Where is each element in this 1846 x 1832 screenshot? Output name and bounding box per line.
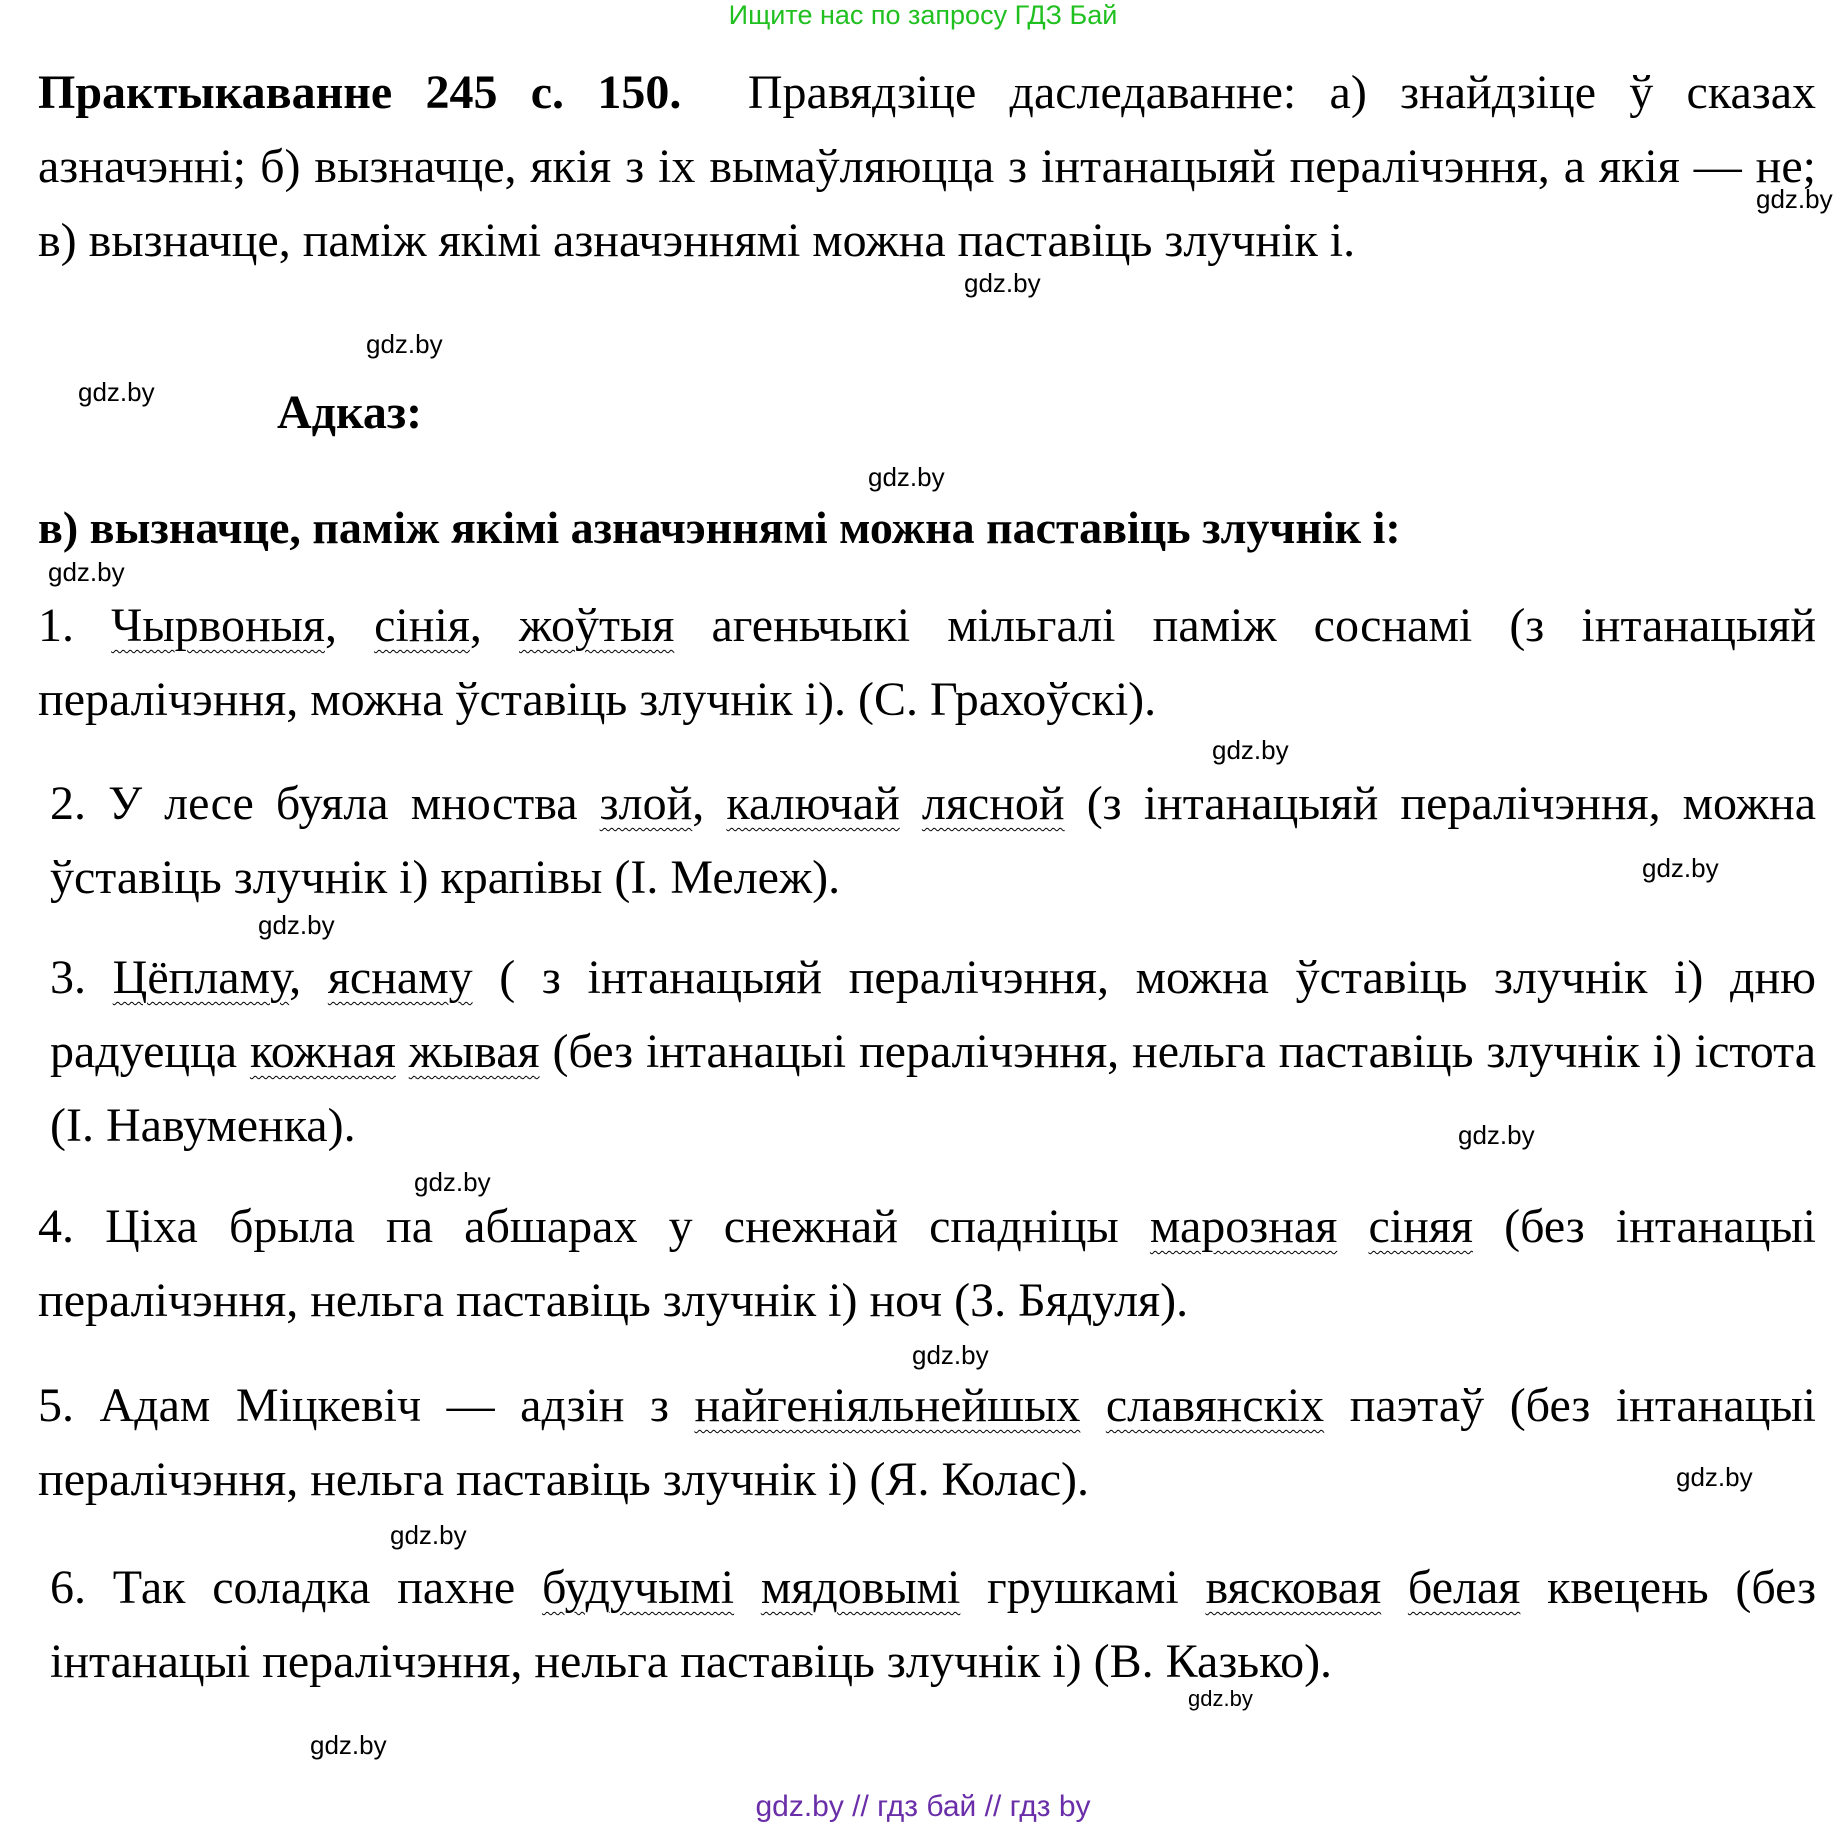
watermark: gdz.by bbox=[912, 1340, 989, 1370]
answer-item-4 bbox=[38, 1190, 1816, 1338]
item-text: Адам Міцкевіч — адзін з bbox=[74, 1379, 695, 1432]
item-number: 6. bbox=[50, 1561, 86, 1614]
watermark: gdz.by bbox=[868, 462, 945, 492]
watermark: gdz.by bbox=[964, 268, 1041, 298]
underlined-adjective: жывая bbox=[408, 1025, 540, 1078]
underlined-adjective: лясной bbox=[921, 777, 1065, 830]
item-text: Так соладка пахне bbox=[86, 1561, 542, 1614]
top-banner[interactable]: Ищите нас по запросу ГДЗ Бай bbox=[728, 0, 1118, 30]
watermark: gdz.by bbox=[78, 377, 155, 407]
underlined-adjective: кожная bbox=[249, 1025, 396, 1078]
item-text bbox=[86, 951, 113, 1004]
item-text: Ціха брыла па абшарах у снежнай спадніцы bbox=[74, 1200, 1150, 1253]
underlined-adjective: жоўтыя bbox=[519, 599, 675, 652]
watermark: gdz.by bbox=[1676, 1462, 1753, 1492]
watermark: gdz.by bbox=[258, 910, 335, 940]
underlined-adjective: белая bbox=[1407, 1561, 1521, 1614]
watermark: gdz.by bbox=[1756, 184, 1833, 214]
item-text: грушкамі bbox=[960, 1561, 1206, 1614]
underlined-adjective: калючай bbox=[726, 777, 900, 830]
answer-subheading: в) вызначце, паміж якімі азначэннямі можна паставіць злучнік і: bbox=[38, 502, 1401, 553]
item-text: паэтаў (без інтанацыі пералічэння, нельга паставіць злучнік і) (Я. Колас). bbox=[38, 1379, 1817, 1506]
item-text: У лесе буяла мноства bbox=[86, 777, 600, 830]
task-paragraph bbox=[38, 56, 1816, 278]
answer-item-1 bbox=[38, 589, 1816, 737]
watermark: gdz.by bbox=[414, 1167, 491, 1197]
item-text: , bbox=[289, 951, 328, 1004]
item-text: , bbox=[692, 777, 727, 830]
underlined-adjective: сіняя bbox=[1368, 1200, 1473, 1253]
item-number: 4. bbox=[38, 1200, 74, 1253]
item-text: квецень (без інтанацыі пералічэння, нельга паставіць злучнік і) (В. Казько). bbox=[50, 1561, 1817, 1688]
answer-item-2 bbox=[38, 767, 1816, 915]
item-text: (з інтанацыяй пералічэння, можна ўставіць злучнік і) крапівы (І. Мележ). bbox=[50, 777, 1817, 904]
item-text: ( з інтанацыяй пералічэння, можна ўставіць злучнік і) дню радуецца bbox=[50, 951, 1817, 1078]
item-text: агеньчыкі мільгалі паміж соснамі (з інтанацыяй пералічэння, можна ўставіць злучнік і). (С. Грахоўскі). bbox=[38, 599, 1817, 726]
underlined-adjective: Цёпламу bbox=[112, 951, 290, 1004]
item-number: 5. bbox=[38, 1379, 74, 1432]
watermark: gdz.by bbox=[48, 557, 125, 587]
watermark: gdz.by bbox=[1212, 735, 1289, 765]
underlined-adjective: злой bbox=[599, 777, 693, 830]
underlined-adjective: вясковая bbox=[1205, 1561, 1382, 1614]
item-text bbox=[74, 599, 111, 652]
answer-item-3 bbox=[38, 941, 1816, 1163]
watermark: gdz.by bbox=[366, 329, 443, 359]
item-number: 3. bbox=[50, 951, 86, 1004]
item-text bbox=[1080, 1379, 1106, 1432]
underlined-adjective: сінія bbox=[374, 599, 470, 652]
watermark: gdz.by bbox=[1642, 853, 1719, 883]
watermark: gdz.by bbox=[390, 1520, 467, 1550]
watermark: gdz.by bbox=[1188, 1686, 1253, 1711]
item-text bbox=[900, 777, 922, 830]
watermark: gdz.by bbox=[1458, 1120, 1535, 1150]
task-label: Практыкаванне 245 с. 150. bbox=[38, 66, 682, 119]
footer-links[interactable]: gdz.by // гдз бай // гдз by bbox=[755, 1790, 1091, 1823]
underlined-adjective: славянскіх bbox=[1105, 1379, 1325, 1432]
item-text: (без інтанацыі пералічэння, нельга паставіць злучнік і) ноч (З. Бядуля). bbox=[38, 1200, 1817, 1327]
answer-item-6 bbox=[38, 1551, 1816, 1699]
task-text: Правядзіце даследаванне: а) знайдзіце ў сказах азначэнні; б) вызначце, якія з іх вымаўляюцца з інтанацыяй пералічэння, а якія — не; в) вызначце, паміж якімі азначэннямі можна паставіць злучнік і. bbox=[38, 66, 1817, 267]
answer-heading: Адказ: bbox=[277, 386, 423, 439]
item-text: , bbox=[324, 599, 375, 652]
item-text: (без інтанацыі пералічэння, нельга паставіць злучнік і) істота (І. Навуменка). bbox=[50, 1025, 1817, 1152]
watermark: gdz.by bbox=[310, 1730, 387, 1760]
item-text bbox=[734, 1561, 761, 1614]
underlined-adjective: Чырвоныя bbox=[111, 599, 325, 652]
answer-item-5 bbox=[38, 1369, 1816, 1517]
item-text: , bbox=[469, 599, 520, 652]
underlined-adjective: марозная bbox=[1149, 1200, 1338, 1253]
item-number: 2. bbox=[50, 777, 86, 830]
item-number: 1. bbox=[38, 599, 74, 652]
underlined-adjective: яснаму bbox=[327, 951, 473, 1004]
underlined-adjective: мядовымі bbox=[760, 1561, 961, 1614]
underlined-adjective: найгеніяльнейшых bbox=[694, 1379, 1081, 1432]
item-text bbox=[1381, 1561, 1408, 1614]
underlined-adjective: будучымі bbox=[541, 1561, 735, 1614]
item-text bbox=[1337, 1200, 1368, 1253]
item-text bbox=[396, 1025, 409, 1078]
